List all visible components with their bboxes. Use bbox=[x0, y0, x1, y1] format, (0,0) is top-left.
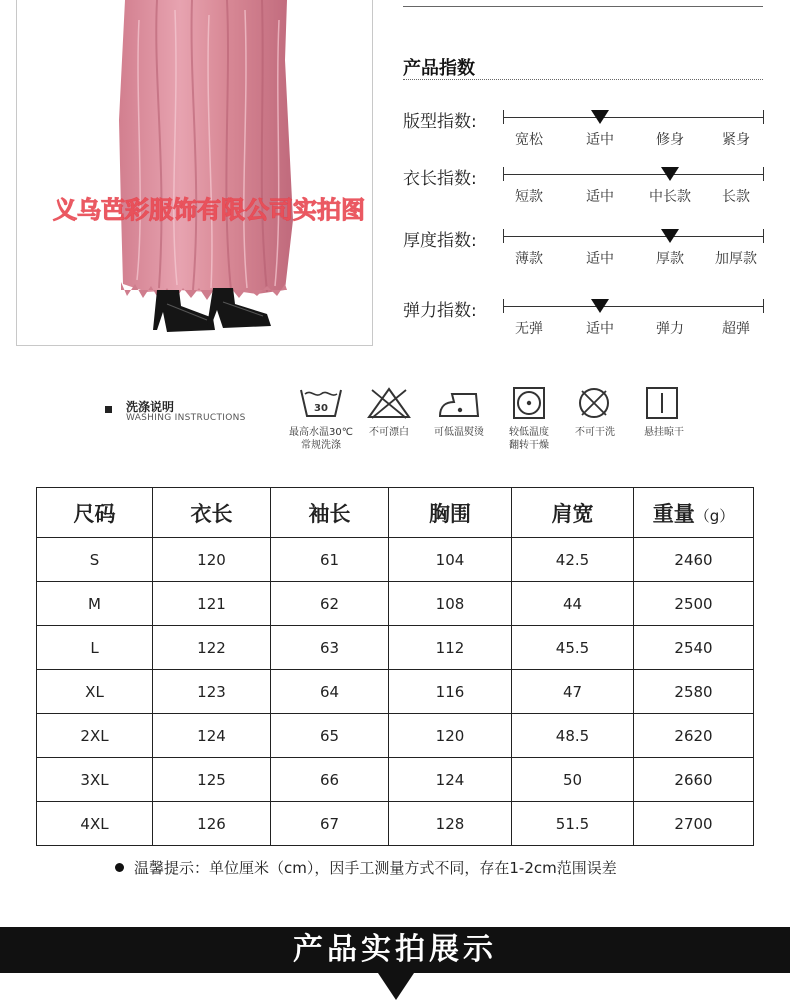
index-scale-tick bbox=[503, 229, 504, 243]
table-row bbox=[37, 714, 754, 758]
header-size: 尺码 bbox=[37, 488, 153, 538]
table-cell: 2540 bbox=[634, 626, 754, 670]
table-cell: 67 bbox=[271, 802, 389, 846]
table-cell: 128 bbox=[389, 802, 512, 846]
table-cell: 120 bbox=[389, 714, 512, 758]
table-cell: 48.5 bbox=[512, 714, 634, 758]
table-cell: 3XL bbox=[37, 758, 153, 802]
table-cell: 122 bbox=[153, 626, 271, 670]
fur-coat-illustration bbox=[17, 0, 373, 346]
index-scale-tick bbox=[763, 299, 764, 313]
weight-unit: （g） bbox=[694, 506, 735, 525]
dotted-divider bbox=[403, 79, 763, 80]
table-cell: 112 bbox=[389, 626, 512, 670]
low-iron-caption: 可低温熨烫 bbox=[434, 427, 484, 438]
wash-caption: 最高水温30℃ 常规洗涤 bbox=[289, 427, 353, 451]
table-cell: S bbox=[37, 538, 153, 582]
table-cell: 61 bbox=[271, 538, 389, 582]
measurement-note: 温馨提示：单位厘米（cm），因手工测量方式不同，存在1-2cm范围误差 bbox=[134, 859, 617, 877]
index-row bbox=[403, 164, 783, 214]
table-cell: 125 bbox=[153, 758, 271, 802]
index-label: 厚度指数: bbox=[403, 231, 477, 251]
line-dry-icon bbox=[645, 386, 679, 420]
size-table-header bbox=[37, 488, 754, 538]
table-row bbox=[37, 758, 754, 802]
table-row bbox=[37, 626, 754, 670]
index-option: 修身 bbox=[656, 132, 684, 148]
banner-title: 产品实拍展示 bbox=[293, 932, 497, 967]
index-scale-tick bbox=[763, 229, 764, 243]
table-cell: 65 bbox=[271, 714, 389, 758]
wash-temp-number: 30 bbox=[314, 403, 328, 414]
table-cell: 108 bbox=[389, 582, 512, 626]
index-option: 适中 bbox=[586, 321, 614, 337]
index-scale-tick bbox=[503, 167, 504, 181]
table-cell: 126 bbox=[153, 802, 271, 846]
table-cell: 45.5 bbox=[512, 626, 634, 670]
index-option: 弹力 bbox=[656, 321, 684, 337]
index-scale-line bbox=[503, 306, 763, 307]
index-scale-line bbox=[503, 174, 763, 175]
index-option: 无弹 bbox=[515, 321, 543, 337]
index-row bbox=[403, 107, 783, 157]
index-marker-icon bbox=[661, 229, 679, 243]
table-cell: XL bbox=[37, 670, 153, 714]
index-scale-tick bbox=[763, 110, 764, 124]
index-option: 紧身 bbox=[722, 132, 750, 148]
product-index-title: 产品指数 bbox=[403, 58, 475, 79]
size-table bbox=[36, 487, 754, 846]
table-cell: 2660 bbox=[634, 758, 754, 802]
washing-bullet bbox=[105, 406, 112, 413]
table-cell: 121 bbox=[153, 582, 271, 626]
index-option: 短款 bbox=[515, 189, 543, 205]
table-cell: 2700 bbox=[634, 802, 754, 846]
index-scale-line bbox=[503, 117, 763, 118]
table-cell: 124 bbox=[153, 714, 271, 758]
table-cell: 2620 bbox=[634, 714, 754, 758]
washing-title: 洗涤说明 bbox=[126, 400, 175, 414]
section-divider bbox=[403, 6, 763, 7]
index-marker-icon bbox=[591, 299, 609, 313]
index-marker-icon bbox=[661, 167, 679, 181]
table-cell: 62 bbox=[271, 582, 389, 626]
table-cell: 120 bbox=[153, 538, 271, 582]
index-scale-tick bbox=[763, 167, 764, 181]
table-cell: 63 bbox=[271, 626, 389, 670]
index-scale-line bbox=[503, 236, 763, 237]
product-photo bbox=[16, 0, 373, 346]
header-chest: 胸围 bbox=[389, 488, 512, 538]
table-cell: 2460 bbox=[634, 538, 754, 582]
photo-watermark: 义乌芭彩服饰有限公司实拍图 bbox=[53, 196, 365, 224]
index-marker-icon bbox=[591, 110, 609, 124]
note-bullet bbox=[115, 863, 124, 872]
table-row bbox=[37, 582, 754, 626]
header-weight: 重量（g） bbox=[634, 488, 754, 538]
table-cell: 123 bbox=[153, 670, 271, 714]
table-cell: 44 bbox=[512, 582, 634, 626]
tumble-dry-caption: 较低温度 翻转干燥 bbox=[509, 427, 549, 451]
header-length: 衣长 bbox=[153, 488, 271, 538]
line-dry-caption: 悬挂晾干 bbox=[644, 427, 684, 438]
index-label: 弹力指数: bbox=[403, 301, 477, 321]
washing-subtitle: WASHING INSTRUCTIONS bbox=[126, 413, 246, 423]
header-sleeve: 袖长 bbox=[271, 488, 389, 538]
tumble-dry-low-icon bbox=[512, 386, 546, 420]
index-option: 适中 bbox=[586, 132, 614, 148]
index-row bbox=[403, 296, 783, 346]
table-cell: 2500 bbox=[634, 582, 754, 626]
index-option: 适中 bbox=[586, 251, 614, 267]
no-bleach-icon bbox=[366, 386, 412, 420]
index-option: 长款 bbox=[722, 189, 750, 205]
table-cell: 66 bbox=[271, 758, 389, 802]
table-cell: 42.5 bbox=[512, 538, 634, 582]
index-label: 衣长指数: bbox=[403, 169, 477, 189]
banner-arrow-icon bbox=[378, 973, 414, 1000]
index-option: 加厚款 bbox=[715, 251, 757, 267]
index-option: 超弹 bbox=[722, 321, 750, 337]
index-scale-tick bbox=[503, 299, 504, 313]
table-cell: 116 bbox=[389, 670, 512, 714]
table-cell: 2580 bbox=[634, 670, 754, 714]
table-cell: 64 bbox=[271, 670, 389, 714]
no-dry-clean-icon bbox=[577, 386, 611, 420]
index-option: 厚款 bbox=[656, 251, 684, 267]
table-cell: L bbox=[37, 626, 153, 670]
no-dry-clean-caption: 不可干洗 bbox=[575, 427, 615, 438]
table-cell: M bbox=[37, 582, 153, 626]
header-shoulder: 肩宽 bbox=[512, 488, 634, 538]
table-cell: 2XL bbox=[37, 714, 153, 758]
index-label: 版型指数: bbox=[403, 112, 477, 132]
low-iron-icon bbox=[438, 386, 482, 420]
index-option: 薄款 bbox=[515, 251, 543, 267]
table-row bbox=[37, 670, 754, 714]
index-row bbox=[403, 226, 783, 276]
size-table-body bbox=[37, 538, 754, 846]
table-cell: 4XL bbox=[37, 802, 153, 846]
index-scale-tick bbox=[503, 110, 504, 124]
table-cell: 124 bbox=[389, 758, 512, 802]
index-option: 中长款 bbox=[649, 189, 691, 205]
no-bleach-caption: 不可漂白 bbox=[369, 427, 409, 438]
section-banner bbox=[0, 927, 790, 973]
wash-30-icon bbox=[299, 386, 343, 420]
table-cell: 51.5 bbox=[512, 802, 634, 846]
index-option: 宽松 bbox=[515, 132, 543, 148]
table-cell: 104 bbox=[389, 538, 512, 582]
table-row bbox=[37, 538, 754, 582]
table-cell: 47 bbox=[512, 670, 634, 714]
table-row bbox=[37, 802, 754, 846]
table-cell: 50 bbox=[512, 758, 634, 802]
index-option: 适中 bbox=[586, 189, 614, 205]
